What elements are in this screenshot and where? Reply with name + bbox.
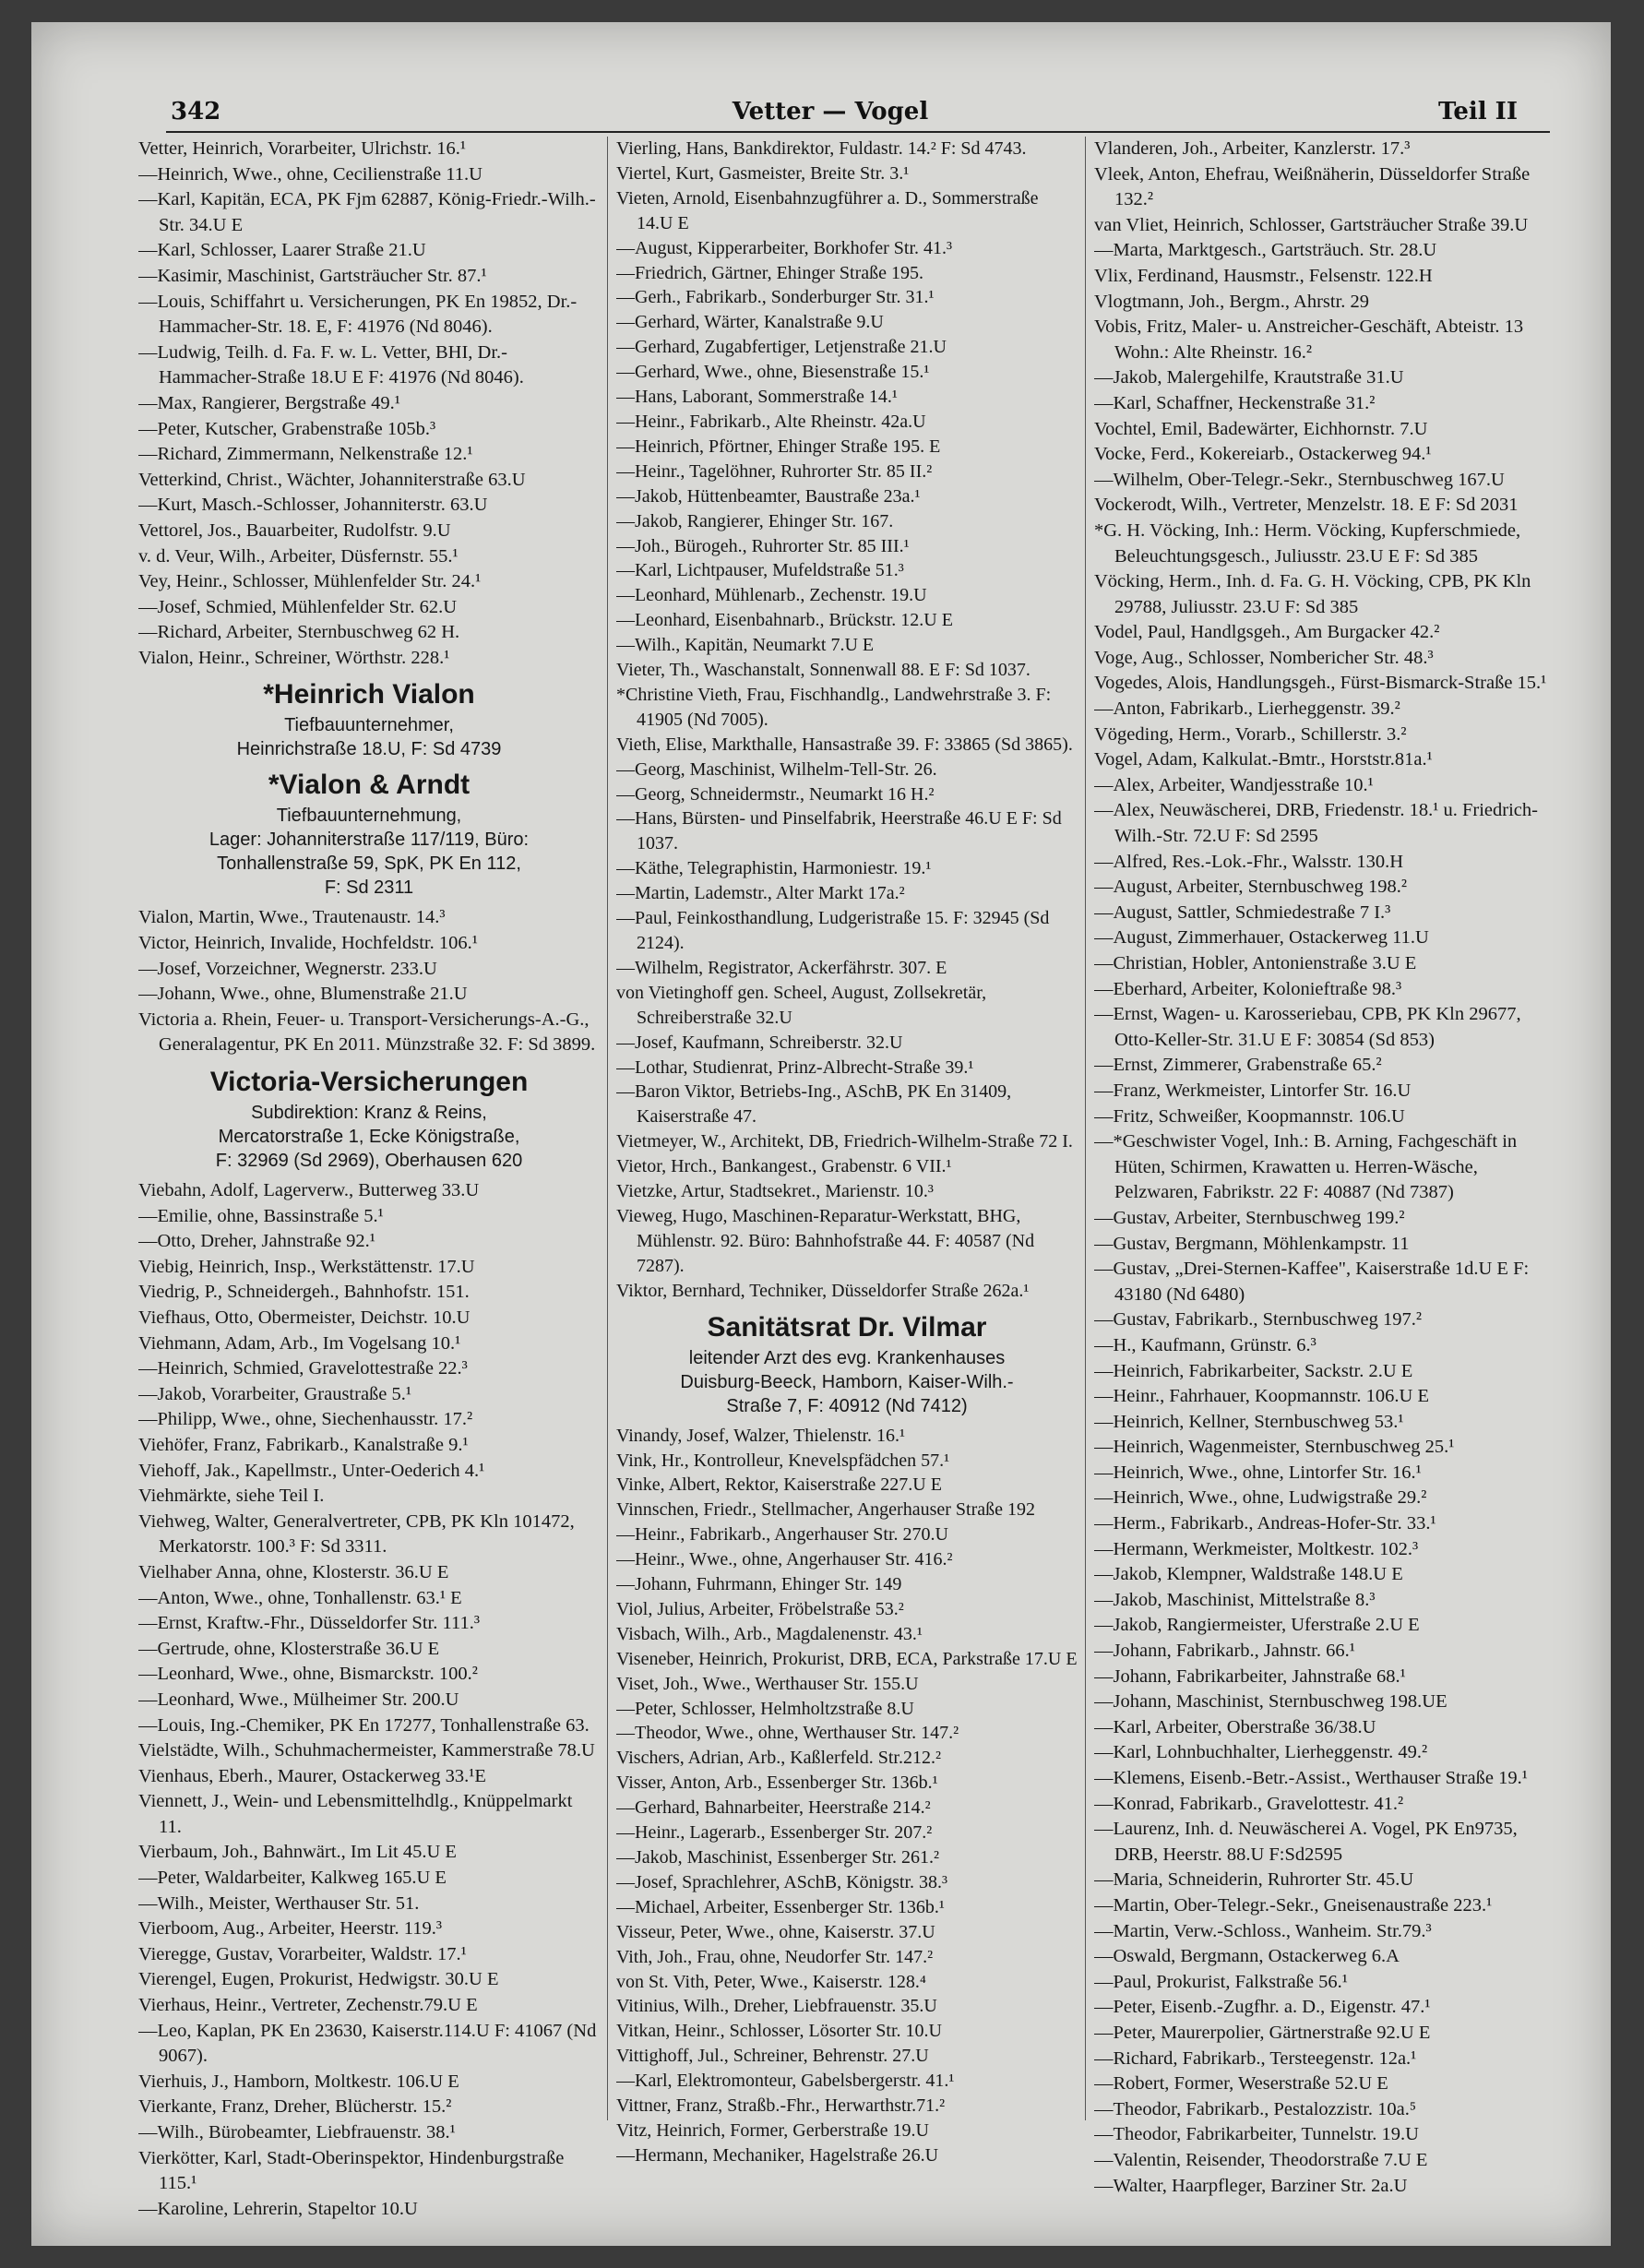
header-rule	[166, 131, 1550, 133]
directory-entry: —Johann, Fuhrmann, Ehinger Str. 149	[616, 1574, 902, 1595]
directory-entry: —August, Zimmerhauer, Ostackerweg 11.U	[1094, 927, 1429, 949]
directory-entry: Vierkötter, Karl, Stadt-Oberinspektor, Hindenburgstraße 115.¹	[138, 2147, 565, 2194]
directory-entry: Vocke, Ferd., Kokereiarb., Ostackerweg 94.¹	[1094, 444, 1432, 465]
advertisement-dr-vilmar	[616, 1309, 1078, 1418]
directory-entry: —Robert, Former, Weserstraße 52.U E	[1094, 2073, 1388, 2095]
ad-line: Subdirektion: Kranz & Reins,	[251, 1103, 487, 1124]
directory-entry: —Josef, Schmied, Mühlenfelder Str. 62.U	[138, 596, 458, 617]
advertisement-heinrich-vialon	[138, 676, 600, 761]
directory-entry: —Peter, Maurerpolier, Gärtnerstraße 92.U E	[1094, 2022, 1431, 2043]
ad-headline: Victoria-Versicherungen	[209, 1067, 529, 1098]
directory-entry: —Karl, Arbeiter, Oberstraße 36/38.U	[1094, 1716, 1376, 1737]
directory-entry: —Gertrude, ohne, Klosterstraße 36.U E	[138, 1638, 440, 1659]
ad-line: leitender Arzt des evg. Krankenhauses	[688, 1347, 1006, 1368]
directory-entry: —Gerhard, Wärter, Kanalstraße 9.U	[616, 312, 884, 333]
directory-entry: —Martin, Verw.-Schloss., Wanheim. Str.79.³	[1094, 1920, 1432, 1941]
directory-entry: —Josef, Vorzeichner, Wegnerstr. 233.U	[138, 958, 437, 979]
directory-entry: Vöcking, Herm., Inh. d. Fa. G. H. Vöcking, CPB, PK Kln 29788, Juliusstr. 23.U F: Sd 385	[1094, 571, 1531, 617]
directory-entry: —Jakob, Klempner, Waldstraße 148.U E	[1094, 1564, 1403, 1585]
directory-entry: —Wilh., Meister, Werthauser Str. 51.	[138, 1892, 420, 1914]
directory-entry: Viehweg, Walter, Generalvertreter, CPB, PK Kln 101472, Merkatorstr. 100.³ F: Sd 3311.	[138, 1510, 575, 1558]
directory-entry: Vischers, Adrian, Arb., Kaßlerfeld. Str.212.²	[616, 1748, 941, 1769]
directory-entry: —Gerh., Fabrikarb., Sonderburger Str. 31.¹	[616, 287, 935, 308]
entry-list	[1094, 137, 1555, 2199]
directory-entry: Vitkan, Heinr., Schlosser, Lösorter Str. 10.U	[616, 2021, 942, 2042]
entry-list	[138, 137, 600, 671]
ad-line: Tiefbauunternehmer,	[284, 715, 454, 736]
directory-entry: —Johann, Fabrikarbeiter, Jahnstraße 68.¹	[1094, 1665, 1406, 1687]
directory-entry: —Josef, Sprachlehrer, ASchB, Königstr. 38.³	[616, 1871, 948, 1892]
directory-entry: —Richard, Arbeiter, Sternbuschweg 62 H.	[138, 622, 460, 643]
directory-entry: —Heinr., Fahrhauer, Koopmannstr. 106.U E	[1094, 1386, 1429, 1407]
directory-entry: —Kasimir, Maschinist, Gartsträucher Str. 87.¹	[138, 265, 487, 286]
directory-entry: —Karl, Schlosser, Laarer Straße 21.U	[138, 240, 426, 261]
directory-entry: —Heinr., Lagerarb., Essenberger Str. 207.²	[616, 1822, 933, 1844]
directory-entry: —Louis, Ing.-Chemiker, PK En 17277, Tonhallenstraße 63.	[138, 1714, 590, 1736]
directory-entry: —August, Arbeiter, Sternbuschweg 198.²	[1094, 877, 1407, 898]
directory-entry: —Fritz, Schweißer, Koopmannstr. 106.U	[1094, 1105, 1405, 1127]
directory-entry: —Georg, Schneidermstr., Neumarkt 16 H.²	[616, 783, 935, 805]
directory-entry: —Marta, Marktgesch., Gartsträuch. Str. 28.U	[1094, 240, 1437, 261]
directory-entry: von Vietinghoff gen. Scheel, August, Zollsekretär, Schreiberstraße 32.U	[616, 982, 987, 1028]
directory-entry: Vieth, Elise, Markthalle, Hansastraße 39. F: 33865 (Sd 3865).	[616, 734, 1073, 755]
directory-entry: Visbach, Wilh., Arb., Magdalenenstr. 43.¹	[616, 1623, 923, 1644]
directory-entry: Vierengel, Eugen, Prokurist, Hedwigstr. 30.U E	[138, 1969, 499, 1990]
directory-entry: —Richard, Zimmermann, Nelkenstraße 12.¹	[138, 444, 473, 465]
directory-entry: —Franz, Werkmeister, Lintorfer Str. 16.U	[1094, 1080, 1412, 1101]
directory-entry: —Wilh., Kapitän, Neumarkt 7.U E	[616, 635, 875, 656]
directory-entry: —Gerhard, Bahnarbeiter, Heerstraße 214.²	[616, 1797, 931, 1819]
directory-entry: —Ernst, Kraftw.-Fhr., Düsseldorfer Str. 111.³	[138, 1613, 480, 1634]
directory-entry: Vietmeyer, W., Architekt, DB, Friedrich-Wilhelm-Straße 72 I.	[616, 1131, 1073, 1152]
directory-entry: —Karl, Lichtpauser, Mufeldstraße 51.³	[616, 560, 904, 581]
directory-entry: Vieregge, Gustav, Vorarbeiter, Waldstr. 17.¹	[138, 1943, 467, 1964]
directory-entry: Vitz, Heinrich, Former, Gerberstraße 19.U	[616, 2119, 929, 2141]
directory-entry: Vialon, Martin, Wwe., Trautenaustr. 14.³	[138, 907, 446, 928]
entry-list	[616, 137, 1078, 1304]
directory-entry: Vienhaus, Eberh., Maurer, Ostackerweg 33.¹E	[138, 1765, 486, 1786]
directory-entry: Vögeding, Herm., Vorarb., Schillerstr. 3.²	[1094, 723, 1407, 745]
directory-entry: —Konrad, Fabrikarb., Gravelottestr. 41.²	[1094, 1793, 1404, 1814]
directory-entry: —Jakob, Rangierer, Ehinger Str. 167.	[616, 510, 894, 531]
directory-entry: Viefhaus, Otto, Obermeister, Deichstr. 10.U	[138, 1307, 471, 1328]
column-divider	[607, 137, 608, 2120]
directory-entry: —Wilhelm, Ober-Telegr.-Sekr., Sternbuschweg 167.U	[1094, 469, 1505, 490]
ad-line: Mercatorstraße 1, Ecke Königstraße,	[218, 1127, 520, 1148]
ad-line: Tonhallenstraße 59, SpK, PK En 112,	[217, 853, 521, 875]
directory-entry: —Gustav, „Drei-Sternen-Kaffee", Kaiserstraße 1d.U E F: 43180 (Nd 6480)	[1094, 1259, 1530, 1305]
advertisement-vialon-arndt	[138, 767, 600, 900]
column-2	[616, 137, 1078, 2222]
directory-entry: —Oswald, Bergmann, Ostackerweg 6.A	[1094, 1946, 1400, 1967]
directory-entry: Viseneber, Heinrich, Prokurist, DRB, ECA, Parkstraße 17.U E	[616, 1648, 1078, 1669]
directory-entry: Vielhaber Anna, ohne, Klosterstr. 36.U E	[138, 1561, 449, 1582]
directory-entry: —Karl, Schaffner, Heckenstraße 31.²	[1094, 392, 1376, 413]
directory-entry: Viebig, Heinrich, Insp., Werkstättenstr. 17.U	[138, 1256, 475, 1277]
directory-entry: Vierhuis, J., Hamborn, Moltkestr. 106.U E	[138, 2071, 459, 2092]
directory-entry: —Richard, Fabrikarb., Tersteegenstr. 12a.¹	[1094, 2047, 1417, 2069]
directory-entry: —Gerhard, Wwe., ohne, Biesenstraße 15.¹	[616, 362, 930, 383]
directory-entry: Vierbaum, Joh., Bahnwärt., Im Lit 45.U E	[138, 1842, 457, 1863]
directory-entry: v. d. Veur, Wilh., Arbeiter, Düsfernstr. 55.¹	[138, 545, 459, 567]
directory-entry: *G. H. Vöcking, Inh.: Herm. Vöcking, Kupferschmiede, Beleuchtungsgesch., Juliusstr. 23.U E F: Sd 385	[1094, 519, 1521, 567]
directory-entry: —Heinrich, Wwe., ohne, Lintorfer Str. 16.¹	[1094, 1462, 1422, 1483]
directory-entry: Vogel, Adam, Kalkulat.-Bmtr., Horststr.81a.¹	[1094, 749, 1433, 770]
part-label: Teil II	[1437, 98, 1518, 125]
directory-entry: —Friedrich, Gärtner, Ehinger Straße 195.	[616, 262, 923, 283]
directory-entry: —Johann, Maschinist, Sternbuschweg 198.UE	[1094, 1691, 1447, 1713]
directory-entry: Vieter, Th., Waschanstalt, Sonnenwall 88. E F: Sd 1037.	[616, 660, 1030, 681]
directory-entry: Vodel, Paul, Handlgsgeh., Am Burgacker 42.²	[1094, 622, 1440, 643]
directory-entry: —Philipp, Wwe., ohne, Siechenhausstr. 17.²	[138, 1409, 473, 1430]
directory-entry: —Paul, Prokurist, Falkstraße 56.¹	[1094, 1971, 1348, 1992]
directory-entry: —Maria, Schneiderin, Ruhrorter Str. 45.U	[1094, 1869, 1414, 1891]
directory-entry: —Karl, Lohnbuchhalter, Lierheggenstr. 49.²	[1094, 1742, 1428, 1763]
directory-entry: Vittighoff, Jul., Schreiner, Behrenstr. 27.U	[616, 2046, 929, 2067]
directory-entry: —Hans, Bürsten- und Pinselfabrik, Heerstraße 46.U E F: Sd 1037.	[616, 808, 1062, 854]
directory-entry: —Wilhelm, Registrator, Ackerfährstr. 307. E	[616, 957, 947, 978]
directory-entry: Victoria a. Rhein, Feuer- u. Transport-Versicherungs-A.-G., Generalagentur, PK En 2011. Münzstraße 32. F: Sd 3899.	[138, 1009, 596, 1056]
directory-entry: —Karl, Elektromonteur, Gabelsbergerstr. 41.¹	[616, 2071, 955, 2092]
ad-headline: *Vialon & Arndt	[268, 770, 471, 801]
directory-entry: —Karoline, Lehrerin, Stapeltor 10.U	[138, 2198, 418, 2219]
directory-entry: —Heinrich, Wagenmeister, Sternbuschweg 25.¹	[1094, 1437, 1455, 1458]
directory-entry: —Ernst, Wagen- u. Karosseriebau, CPB, PK Kln 29677, Otto-Keller-Str. 31.U E F: 30854 (Sd 853)	[1094, 1004, 1521, 1050]
directory-entry: Vietzke, Artur, Stadtsekret., Marienstr. 10.³	[616, 1181, 934, 1202]
directory-entry: —Leonhard, Wwe., Mülheimer Str. 200.U	[138, 1689, 459, 1710]
entry-list	[616, 1424, 1078, 2168]
directory-entry: Voge, Aug., Schlosser, Nombericher Str. 48.³	[1094, 647, 1434, 668]
directory-entry: —Gerhard, Zugabfertiger, Letjenstraße 21.U	[616, 337, 947, 358]
directory-entry: —Alex, Neuwäscherei, DRB, Friedenstr. 18.¹ u. Friedrich-Wilh.-Str. 72.U F: Sd 2595	[1094, 800, 1538, 847]
directory-entry: Vitinius, Wilh., Dreher, Liebfrauenstr. 35.U	[616, 1996, 937, 2017]
directory-entry: Vetter, Heinrich, Vorarbeiter, Ulrichstr. 16.¹	[138, 138, 466, 159]
directory-entry: Vey, Heinr., Schlosser, Mühlenfelder Str. 24.¹	[138, 571, 482, 592]
directory-entry: Vieweg, Hugo, Maschinen-Reparatur-Werkstatt, BHG, Mühlenstr. 92. Büro: Bahnhofstraße 44. F: 40587 (Nd 7287).	[616, 1205, 1035, 1276]
directory-entry: —Johann, Fabrikarb., Jahnstr. 66.¹	[1094, 1641, 1355, 1662]
directory-entry: Viennett, J., Wein- und Lebensmittelhdlg., Knüppelmarkt 11.	[138, 1791, 573, 1837]
directory-entry: van Vliet, Heinrich, Schlosser, Gartsträucher Straße 39.U	[1094, 214, 1529, 235]
page-number: 342	[171, 98, 221, 125]
page-header	[134, 92, 1527, 135]
directory-entry: —Theodor, Fabrikarb., Pestalozzistr. 10a.⁵	[1094, 2098, 1417, 2119]
directory-entry: Viol, Julius, Arbeiter, Fröbelstraße 53.²	[616, 1598, 904, 1619]
directory-entry: —Hermann, Werkmeister, Moltkestr. 102.³	[1094, 1538, 1419, 1559]
directory-entry: —Gustav, Fabrikarb., Sternbuschweg 197.²	[1094, 1309, 1422, 1331]
directory-entry: —Heinrich, Fabrikarbeiter, Sackstr. 2.U E	[1094, 1360, 1413, 1381]
directory-entry: Viedrig, P., Schneidergeh., Bahnhofstr. 151.	[138, 1282, 470, 1303]
directory-entry: Viertel, Kurt, Gasmeister, Breite Str. 3.¹	[616, 162, 910, 184]
directory-entry: —Johann, Wwe., ohne, Blumenstraße 21.U	[138, 984, 468, 1005]
directory-entry: —Josef, Kaufmann, Schreiberstr. 32.U	[616, 1032, 903, 1053]
directory-entry: Vochtel, Emil, Badewärter, Eichhornstr. 7.U	[1094, 418, 1428, 439]
directory-entry: —Walter, Haarpfleger, Barziner Str. 2a.U	[1094, 2175, 1408, 2196]
directory-entry: —Alex, Arbeiter, Wandjesstraße 10.¹	[1094, 774, 1374, 795]
directory-entry: —Georg, Maschinist, Wilhelm-Tell-Str. 26.	[616, 758, 937, 780]
directory-entry: Vetterkind, Christ., Wächter, Johanniterstraße 63.U	[138, 469, 526, 490]
directory-entry: Viehoff, Jak., Kapellmstr., Unter-Oederich 4.¹	[138, 1460, 485, 1481]
directory-entry: —Jakob, Malergehilfe, Krautstraße 31.U	[1094, 367, 1404, 388]
ad-line: Straße 7, F: 40912 (Nd 7412)	[726, 1395, 968, 1416]
ad-line: F: Sd 2311	[324, 877, 414, 899]
directory-entry: von St. Vith, Peter, Wwe., Kaiserstr. 128.⁴	[616, 1971, 926, 1992]
directory-entry: —Heinr., Fabrikarb., Alte Rheinstr. 42a.U	[616, 411, 926, 432]
advertisement-victoria	[138, 1064, 600, 1173]
directory-entry: —Peter, Eisenb.-Zugfhr. a. D., Eigenstr. 47.¹	[1094, 1997, 1431, 2018]
directory-entry: —Louis, Schiffahrt u. Versicherungen, PK En 19852, Dr.-Hammacher-Str. 18. E, F: 41976 (Nd 8046).	[138, 291, 578, 338]
directory-entry: —Baron Viktor, Betriebs-Ing., ASchB, PK En 31409, Kaiserstraße 47.	[616, 1081, 1012, 1128]
directory-entry: —Hermann, Mechaniker, Hagelstraße 26.U	[616, 2144, 939, 2166]
directory-entry: Vierhaus, Heinr., Vertreter, Zechenstr.79.U E	[138, 1995, 478, 2016]
directory-entry: —Leonhard, Eisenbahnarb., Brückstr. 12.U E	[616, 610, 953, 631]
directory-entry: —Eberhard, Arbeiter, Kolonieftraße 98.³	[1094, 978, 1402, 999]
directory-entry: Vinnschen, Friedr., Stellmacher, Angerhauser Straße 192	[616, 1499, 1035, 1521]
directory-entry: —Heinrich, Kellner, Sternbuschweg 53.¹	[1094, 1411, 1404, 1432]
directory-entry: —Heinrich, Schmied, Gravelottestraße 22.³	[138, 1358, 468, 1379]
directory-entry: —Ludwig, Teilh. d. Fa. F. w. L. Vetter, BHI, Dr.-Hammacher-Straße 18.U E F: 41976 (Nd 8046).	[138, 341, 524, 388]
directory-entry: —Hans, Laborant, Sommerstraße 14.¹	[616, 387, 898, 408]
directory-entry: —Jakob, Rangiermeister, Uferstraße 2.U E	[1094, 1615, 1420, 1636]
directory-entry: —Käthe, Telegraphistin, Harmoniestr. 19.¹	[616, 858, 932, 879]
directory-entry: —*Geschwister Vogel, Inh.: B. Arning, Fachgeschäft in Hüten, Schirmen, Krawatten u. Herren-Wäsche, Pelzwaren, Fabrikstr. 22 F: 40887 (Nd 7387)	[1094, 1131, 1518, 1203]
directory-entry: —Christian, Hobler, Antonienstraße 3.U E	[1094, 953, 1417, 973]
directory-entry: —Laurenz, Inh. d. Neuwäscherei A. Vogel, PK En9735, DRB, Heerstr. 88.U F:Sd2595	[1094, 1819, 1518, 1865]
ad-line: Lager: Johanniterstraße 117/119, Büro:	[208, 830, 530, 851]
directory-entry: Vlanderen, Joh., Arbeiter, Kanzlerstr. 17.³	[1094, 138, 1411, 159]
directory-entry: Vinke, Albert, Rektor, Kaiserstraße 227.U E	[616, 1474, 942, 1496]
directory-entry: Vierboom, Aug., Arbeiter, Heerstr. 119.³	[138, 1918, 442, 1940]
directory-entry: —Theodor, Wwe., ohne, Werthauser Str. 147.²	[616, 1723, 959, 1744]
directory-entry: Vierling, Hans, Bankdirektor, Fuldastr. 14.² F: Sd 4743.	[616, 138, 1027, 159]
directory-entry: —Jakob, Vorarbeiter, Graustraße 5.¹	[138, 1383, 412, 1404]
column-3	[1094, 137, 1555, 2222]
directory-entry: Vittner, Franz, Straßb.-Fhr., Herwarthstr.71.²	[616, 2095, 946, 2117]
ad-line: Duisburg-Beeck, Hamborn, Kaiser-Wilh.-	[680, 1371, 1014, 1392]
directory-entry: Vieten, Arnold, Eisenbahnzugführer a. D., Sommerstraße 14.U E	[616, 187, 1039, 233]
directory-entry: —Jakob, Maschinist, Mittelstraße 8.³	[1094, 1589, 1376, 1610]
column-1	[138, 137, 600, 2222]
directory-entry: —Martin, Lademstr., Alter Markt 17a.²	[616, 883, 905, 904]
directory-entry: —Gustav, Bergmann, Möhlenkampstr. 11	[1094, 1233, 1410, 1254]
directory-entry: —August, Sattler, Schmiedestraße 7 I.³	[1094, 901, 1391, 923]
directory-entry: Viset, Joh., Wwe., Werthauser Str. 155.U	[616, 1673, 919, 1694]
directory-entry: Viehmann, Adam, Arb., Im Vogelsang 10.¹	[138, 1332, 461, 1354]
directory-entry: —Max, Rangierer, Bergstraße 49.¹	[138, 392, 400, 413]
directory-entry: Vogedes, Alois, Handlungsgeh., Fürst-Bismarck-Straße 15.¹	[1094, 673, 1547, 694]
directory-entry: Vialon, Heinr., Schreiner, Wörthstr. 228.¹	[138, 647, 450, 668]
directory-entry: —Leonhard, Wwe., ohne, Bismarckstr. 100.²	[138, 1664, 478, 1685]
entry-list	[138, 1178, 600, 2222]
directory-entry: —Heinrich, Pförtner, Ehinger Straße 195. E	[616, 436, 941, 457]
directory-entry: Viehmärkte, siehe Teil I.	[138, 1486, 325, 1507]
directory-entry: —Kurt, Masch.-Schlosser, Johanniterstr. 63.U	[138, 495, 488, 516]
directory-entry: Vierkante, Franz, Dreher, Blücherstr. 15.²	[138, 2096, 452, 2118]
directory-entry: —Valentin, Reisender, Theodorstraße 7.U E	[1094, 2149, 1428, 2170]
directory-entry: Vleek, Anton, Ehefrau, Weißnäherin, Düsseldorfer Straße 132.²	[1094, 163, 1531, 210]
entry-list	[138, 905, 600, 1058]
directory-entry: —Jakob, Maschinist, Essenberger Str. 261.²	[616, 1847, 940, 1868]
directory-entry: Vlix, Ferdinand, Hausmstr., Felsenstr. 122.H	[1094, 265, 1433, 286]
directory-entry: —Peter, Waldarbeiter, Kalkweg 165.U E	[138, 1868, 447, 1889]
directory-entry: Vietor, Hrch., Bankangest., Grabenstr. 6 VII.¹	[616, 1156, 952, 1177]
directory-entry: —Leo, Kaplan, PK En 23630, Kaiserstr.114.U F: 41067 (Nd 9067).	[138, 2020, 597, 2067]
directory-entry: —Heinrich, Wwe., ohne, Ludwigstraße 29.²	[1094, 1487, 1427, 1509]
ad-line: Heinrichstraße 18.U, F: Sd 4739	[236, 739, 502, 760]
directory-entry: —Wilh., Bürobeamter, Liebfrauenstr. 38.¹	[138, 2122, 456, 2143]
directory-entry: —August, Kipperarbeiter, Borkhofer Str. 41.³	[616, 237, 953, 258]
directory-entry: —Joh., Bürogeh., Ruhrorter Str. 85 III.¹	[616, 535, 910, 556]
directory-entry: Vobis, Fritz, Maler- u. Anstreicher-Geschäft, Abteistr. 13 Wohn.: Alte Rheinstr. 16.²	[1094, 316, 1524, 363]
directory-entry: —Heinr., Tagelöhner, Ruhrorter Str. 85 II.²	[616, 460, 933, 482]
directory-entry: Viktor, Bernhard, Techniker, Düsseldorfer Straße 262a.¹	[616, 1280, 1030, 1301]
directory-entry: Viehöfer, Franz, Fabrikarb., Kanalstraße 9.¹	[138, 1434, 469, 1455]
directory-entry: —Karl, Kapitän, ECA, PK Fjm 62887, König-Friedr.-Wilh.-Str. 34.U E	[138, 189, 596, 235]
directory-entry: —Heinr., Wwe., ohne, Angerhauser Str. 416.²	[616, 1549, 953, 1570]
directory-entry: —Anton, Wwe., ohne, Tonhallenstr. 63.¹ E	[138, 1587, 462, 1608]
directory-entry: Victor, Heinrich, Invalide, Hochfeldstr. 106.¹	[138, 933, 478, 954]
ad-headline: Sanitätsrat Dr. Vilmar	[707, 1311, 987, 1343]
directory-entry: Vink, Hr., Kontrolleur, Knevelspfädchen 57.¹	[616, 1450, 950, 1471]
directory-entry: —Otto, Dreher, Jahnstraße 92.¹	[138, 1231, 375, 1252]
directory-entry: Vielstädte, Wilh., Schuhmachermeister, Kammerstraße 78.U	[138, 1740, 595, 1761]
directory-entry: —Martin, Ober-Telegr.-Sekr., Gneisenaustraße 223.¹	[1094, 1894, 1493, 1916]
ad-line: F: 32969 (Sd 2969), Oberhausen 620	[215, 1151, 523, 1172]
page-title: Vetter — Vogel	[732, 98, 929, 125]
directory-entry: —Emilie, ohne, Bassinstraße 5.¹	[138, 1205, 384, 1226]
directory-entry: Viebahn, Adolf, Lagerverw., Butterweg 33.U	[138, 1180, 480, 1201]
directory-entry: —Anton, Fabrikarb., Lierheggenstr. 39.²	[1094, 698, 1400, 720]
directory-entry: Vockerodt, Wilh., Vertreter, Menzelstr. 18. E F: Sd 2031	[1094, 495, 1519, 516]
directory-entry: —Heinr., Fabrikarb., Angerhauser Str. 270.U	[616, 1524, 948, 1546]
directory-entry: —Paul, Feinkosthandlung, Ludgeristraße 15. F: 32945 (Sd 2124).	[616, 908, 1050, 953]
directory-entry: —Lothar, Studienrat, Prinz-Albrecht-Straße 39.¹	[616, 1056, 974, 1078]
directory-entry: Vlogtmann, Joh., Bergm., Ahrstr. 29	[1094, 291, 1370, 312]
directory-entry: —Michael, Arbeiter, Essenberger Str. 136b.¹	[616, 1896, 945, 1917]
directory-entry: —Gustav, Arbeiter, Sternbuschweg 199.²	[1094, 1207, 1405, 1228]
directory-entry: —Theodor, Fabrikarbeiter, Tunnelstr. 19.U	[1094, 2124, 1419, 2145]
directory-entry: Visseur, Peter, Wwe., ohne, Kaiserstr. 37.U	[616, 1921, 935, 1942]
directory-entry: Vettorel, Jos., Bauarbeiter, Rudolfstr. 9.U	[138, 519, 451, 541]
directory-entry: Vith, Joh., Frau, ohne, Neudorfer Str. 147.²	[616, 1946, 934, 1967]
directory-entry: *Christine Vieth, Frau, Fischhandlg., Landwehrstraße 3. F: 41905 (Nd 7005).	[616, 684, 1052, 730]
directory-entry: —Klemens, Eisenb.-Betr.-Assist., Werthauser Straße 19.¹	[1094, 1768, 1528, 1788]
directory-entry: —Herm., Fabrikarb., Andreas-Hofer-Str. 33.¹	[1094, 1513, 1436, 1534]
ad-headline: *Heinrich Vialon	[263, 679, 475, 710]
ad-line: Tiefbauunternehmung,	[276, 806, 462, 827]
directory-entry: —Jakob, Hüttenbeamter, Baustraße 23a.¹	[616, 485, 921, 507]
directory-entry: —Alfred, Res.-Lok.-Fhr., Walsstr. 130.H	[1094, 851, 1404, 872]
directory-entry: —Heinrich, Wwe., ohne, Cecilienstraße 11.U	[138, 163, 482, 185]
directory-entry: Visser, Anton, Arb., Essenberger Str. 136b.¹	[616, 1773, 938, 1794]
column-divider	[1085, 137, 1086, 2120]
directory-entry: —H., Kaufmann, Grünstr. 6.³	[1094, 1334, 1316, 1355]
directory-entry: —Peter, Schlosser, Helmholtzstraße 8.U	[616, 1698, 914, 1719]
directory-entry: —Leonhard, Mühlenarb., Zechenstr. 19.U	[616, 585, 927, 606]
directory-entry: —Ernst, Zimmerer, Grabenstraße 65.²	[1094, 1055, 1382, 1076]
directory-entry: Vinandy, Josef, Walzer, Thielenstr. 16.¹	[616, 1425, 906, 1446]
directory-entry: —Peter, Kutscher, Grabenstraße 105b.³	[138, 418, 436, 439]
